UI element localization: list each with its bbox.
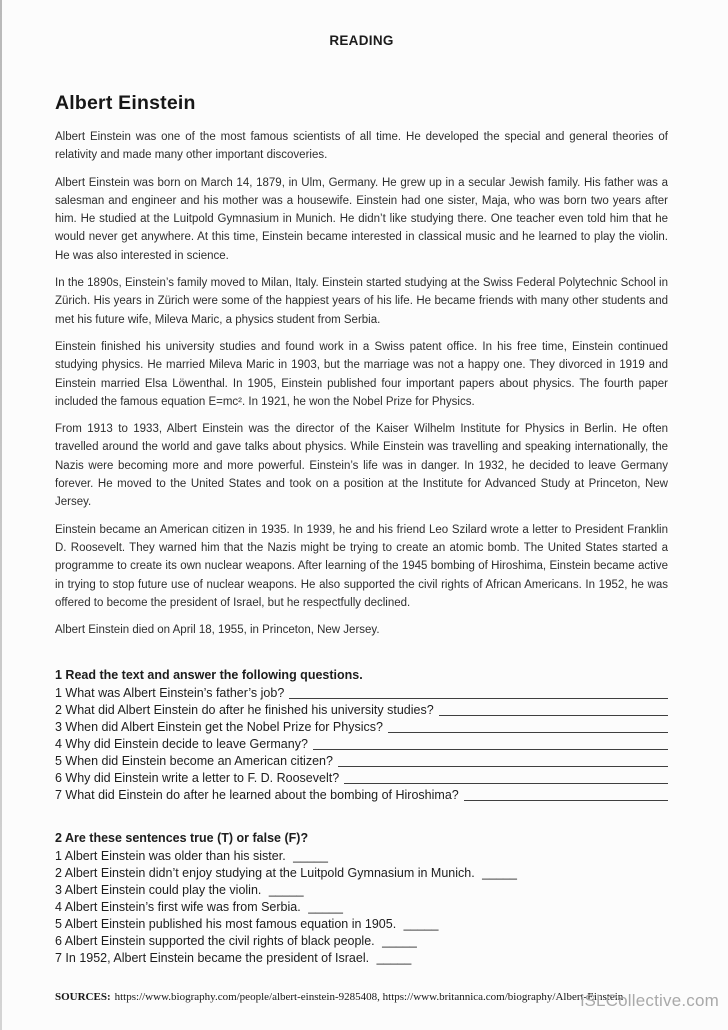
question-text: 2 What did Albert Einstein do after he finished his university studies? bbox=[55, 703, 434, 718]
tf-blank: _____ bbox=[268, 883, 304, 898]
statement-row bbox=[55, 933, 668, 950]
question-row bbox=[55, 770, 668, 787]
answer-blank bbox=[313, 748, 668, 750]
question-text: 1 What was Albert Einstein’s father’s job? bbox=[55, 686, 285, 701]
question-row bbox=[55, 787, 668, 804]
paragraph-berlin: From 1913 to 1933, Albert Einstein was the director of the Kaiser Wilhelm Institute for Physics in Berlin. He often travelled around the world and gave talks about physics. While Einstein was travelling and speaking internationally, the Nazis were becoming more and more powerful. Einstein’s life was in danger. In 1932, he decided to leave Germany forever. He moved to the United States and took on a position at the Institute for Advanced Study at Princeton, New Jersey. bbox=[55, 423, 668, 509]
sources-urls: https://www.biography.com/people/albert-einstein-9285408, https://www.britannica.com/biography/Albert-Einstein bbox=[114, 991, 624, 1004]
statement-row bbox=[55, 899, 668, 916]
question-text: 3 When did Albert Einstein get the Nobel Prize for Physics? bbox=[55, 720, 383, 735]
tf-blank: _____ bbox=[376, 951, 412, 966]
statement-text: 7 In 1952, Albert Einstein became the president of Israel. bbox=[55, 951, 370, 966]
exercise-1 bbox=[55, 667, 668, 804]
answer-blank bbox=[464, 799, 668, 801]
question-row bbox=[55, 719, 668, 736]
statement-text: 3 Albert Einstein could play the violin. bbox=[55, 883, 262, 898]
section-header-reading: READING bbox=[329, 33, 394, 48]
statement-text: 4 Albert Einstein’s first wife was from Serbia. bbox=[55, 900, 301, 915]
answer-blank bbox=[289, 697, 668, 699]
tf-blank: _____ bbox=[308, 900, 343, 915]
statement-text: 6 Albert Einstein supported the civil rights of black people. bbox=[55, 934, 375, 949]
question-text: 5 When did Einstein become an American citizen? bbox=[55, 754, 333, 769]
question-row bbox=[55, 753, 668, 770]
tf-blank: _____ bbox=[403, 917, 439, 932]
paragraph-intro: Albert Einstein was one of the most famous scientists of all time. He developed the special and general theories of relativity and made many other important discoveries. bbox=[55, 131, 668, 162]
answer-blank bbox=[439, 714, 668, 716]
paragraph-birth: Albert Einstein was born on March 14, 1879, in Ulm, Germany. He grew up in a secular Jewish family. His father was a salesman and engineer and his mother was a housewife. Einstein had one sister, Maja, who was born two years after him. He studied at the Luitpold Gymnasium in Munich. He didn’t like studying there. One teacher even told him that he would never get anywhere. At this time, Einstein became interested in classical music and he learned to play the violin. He was also interested in science. bbox=[55, 176, 668, 262]
sources-label: SOURCES: bbox=[55, 991, 111, 1004]
paragraph-usa: Einstein became an American citizen in 1935. In 1939, he and his friend Leo Szilard wrote a letter to President Franklin D. Roosevelt. They warned him that the Nazis might be trying to create an atomic bomb. The United States started a programme to create its own nuclear weapons. After learning of the 1945 bombing of Hiroshima, Einstein became active in trying to stop future use of nuclear weapons. He also supported the civil rights of African Americans. In 1952, he was offered to become the president of Israel, but he respectfully declined. bbox=[55, 523, 668, 609]
statement-row bbox=[55, 848, 668, 865]
exercise-2-heading: 2 Are these sentences true (T) or false (F)? bbox=[55, 831, 309, 846]
answer-blank bbox=[338, 765, 668, 767]
statement-text: 1 Albert Einstein was older than his sister. bbox=[55, 849, 286, 864]
islcollective-watermark: iSLCollective.com bbox=[580, 991, 719, 1010]
statement-row bbox=[55, 865, 668, 882]
question-text: 4 Why did Einstein decide to leave Germany? bbox=[55, 737, 308, 752]
page-left-edge bbox=[0, 0, 2, 1030]
tf-blank: _____ bbox=[293, 849, 328, 864]
page-title: Albert Einstein bbox=[55, 92, 196, 114]
question-text: 7 What did Einstein do after he learned about the bombing of Hiroshima? bbox=[55, 788, 459, 803]
question-row bbox=[55, 736, 668, 753]
tf-blank: _____ bbox=[382, 934, 417, 949]
question-row bbox=[55, 685, 668, 702]
exercise-2 bbox=[55, 830, 668, 967]
exercise-1-heading: 1 Read the text and answer the following questions. bbox=[55, 668, 363, 683]
sources-line bbox=[55, 991, 668, 1003]
question-text: 6 Why did Einstein write a letter to F. D. Roosevelt? bbox=[55, 771, 340, 786]
statement-row bbox=[55, 882, 668, 899]
paragraph-zurich: In the 1890s, Einstein’s family moved to Milan, Italy. Einstein started studying at the Swiss Federal Polytechnic School in Zürich. His years in Zürich were some of the happiest years of his life. He became friends with many other students and met his future wife, Mileva Maric, a physics student from Serbia. bbox=[55, 277, 668, 326]
answer-blank bbox=[388, 731, 668, 733]
question-row bbox=[55, 702, 668, 719]
statement-row bbox=[55, 950, 668, 967]
paragraph-death: Albert Einstein died on April 18, 1955, in Princeton, New Jersey. bbox=[55, 624, 380, 637]
tf-blank: _____ bbox=[482, 866, 517, 881]
paragraph-patent-office: Einstein finished his university studies and found work in a Swiss patent office. In his free time, Einstein continued studying physics. He married Mileva Maric in 1903, but the marriage was not a happy one. They divorced in 1919 and Einstein married Elsa Löwenthal. In 1905, Einstein published four important papers about physics. The fourth paper included the famous equation E=mc². In 1921, he won the Nobel Prize for Physics. bbox=[55, 340, 668, 408]
statement-row bbox=[55, 916, 668, 933]
answer-blank bbox=[344, 782, 668, 784]
statement-text: 2 Albert Einstein didn’t enjoy studying at the Luitpold Gymnasium in Munich. bbox=[55, 866, 475, 881]
statement-text: 5 Albert Einstein published his most famous equation in 1905. bbox=[55, 917, 397, 932]
